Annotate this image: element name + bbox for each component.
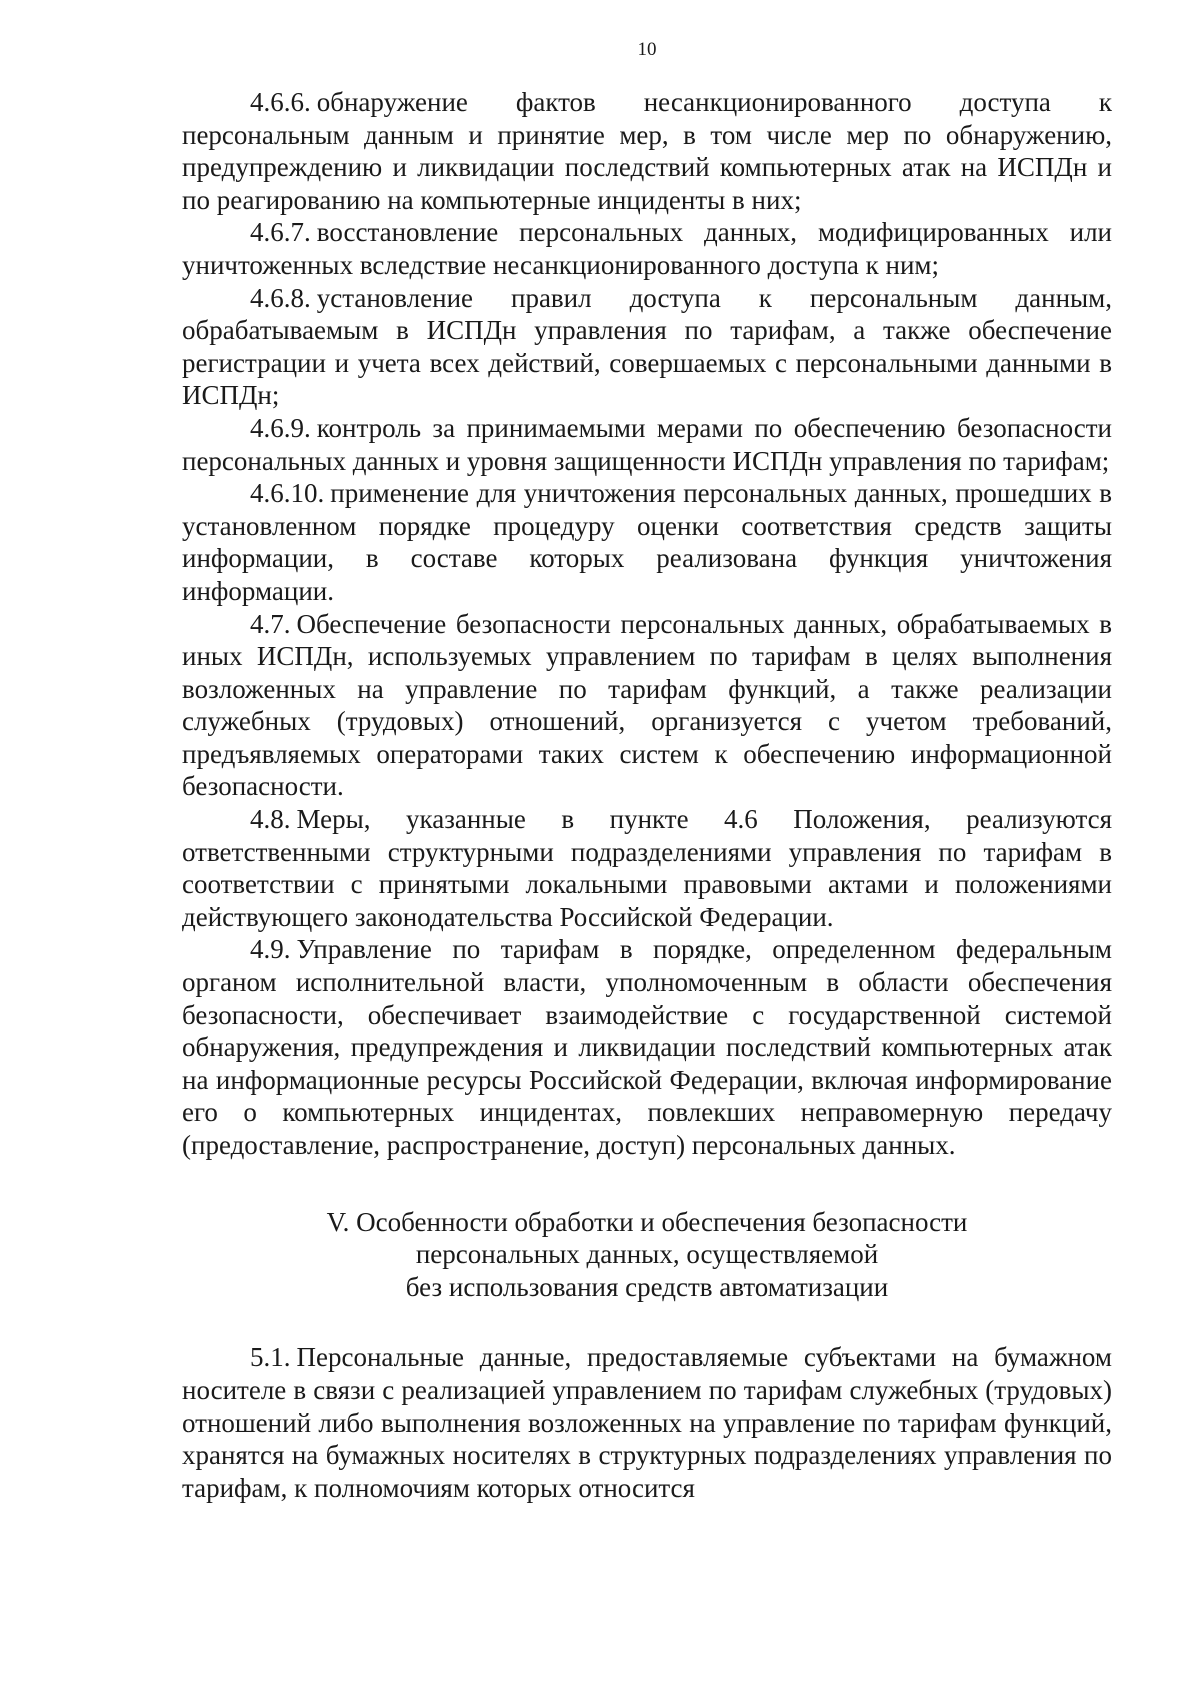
paragraph-text: Персональные данные, предоставляемые субъектами на бумажном носителе в связи с реализацией управлением по тарифам служебных (трудовых) отношений либо выполнения возложенных на управление по тарифам функций, хранятся на бумажных носителях в структурных подразделениях управления по тарифам, к полномочиям которых относится [182, 1342, 1112, 1503]
paragraph-4-9 [182, 933, 1112, 1161]
paragraph-number: 4.6.6. [250, 87, 311, 117]
paragraph-text: применение для уничтожения персональных данных, прошедших в установленном порядке процедуру оценки соответствия средств защиты информации, в составе которых реализована функция уничтожения информации. [182, 478, 1112, 606]
page-number: 10 [637, 39, 657, 60]
document-body [182, 86, 1112, 1504]
paragraph-text: установление правил доступа к персональным данным, обрабатываемым в ИСПДн управления по тарифам, а также обеспечение регистрации и учета всех действий, совершаемых с персональными данными в ИСПДн; [182, 282, 1112, 411]
paragraph-4-8 [182, 803, 1112, 933]
paragraph-text: Меры, указанные в пункте 4.6 Положения, реализуются ответственными структурными подразделениями управления по тарифам в соответствии с принятыми локальными правовыми актами и положениями действующего законодательства Российской Федерации. [182, 804, 1112, 932]
paragraph-text: контроль за принимаемыми мерами по обеспечению безопасности персональных данных и уровня защищенности ИСПДн управления по тарифам; [182, 412, 1112, 476]
paragraph-4-6-8 [182, 282, 1112, 412]
paragraph-4-6-7 [182, 216, 1112, 281]
section-heading-line: V. Особенности обработки и обеспечения безопасности [326, 1206, 968, 1237]
paragraph-text: восстановление персональных данных, модифицированных или уничтоженных вследствие несанкционированного доступа к ним; [182, 217, 1112, 280]
paragraph-4-6-9 [182, 412, 1112, 477]
paragraph-text: Обеспечение безопасности персональных данных, обрабатываемых в иных ИСПДн, используемых управлением по тарифам в целях выполнения возложенных на управление по тарифам функций, а также реализации служебных (трудовых) отношений, организуется с учетом требований, предъявляемых операторами таких систем к обеспечению информационной безопасности. [182, 608, 1112, 802]
paragraph-number: 4.7. [250, 608, 291, 639]
paragraph-text: Управление по тарифам в порядке, определенном федеральным органом исполнительной власти, уполномоченным в области обеспечения безопасности, обеспечивает взаимодействие с государственной системой обнаружения, предупреждения и ликвидации последствий компьютерных атак на информационные ресурсы Российской Федерации, включая информирование его о компьютерных инцидентах, повлекших неправомерную передачу (предоставление, распространение, доступ) персональных данных. [182, 934, 1112, 1160]
section-heading [182, 1206, 1112, 1304]
section-heading-line: без использования средств автоматизации [405, 1271, 889, 1302]
paragraph-4-7 [182, 608, 1112, 804]
paragraph-number: 4.6.8. [250, 282, 311, 313]
paragraph-4-6-6 [182, 86, 1112, 216]
paragraph-5-1 [182, 1341, 1112, 1504]
paragraph-text: обнаружение фактов несанкционированного доступа к персональным данным и принятие мер, в том числе мер по обнаружению, предупреждению и ликвидации последствий компьютерных атак на ИСПДн и по реагированию на компьютерные инциденты в них; [182, 87, 1112, 215]
paragraph-4-6-10 [182, 477, 1112, 607]
paragraph-number: 5.1. [250, 1342, 291, 1373]
section-heading-line: персональных данных, осуществляемой [415, 1239, 879, 1270]
paragraph-number: 4.6.7. [250, 217, 311, 248]
paragraph-number: 4.6.9. [250, 412, 311, 443]
paragraph-number: 4.8. [250, 804, 291, 835]
paragraph-number: 4.6.10. [250, 478, 325, 509]
paragraph-number: 4.9. [250, 934, 291, 965]
